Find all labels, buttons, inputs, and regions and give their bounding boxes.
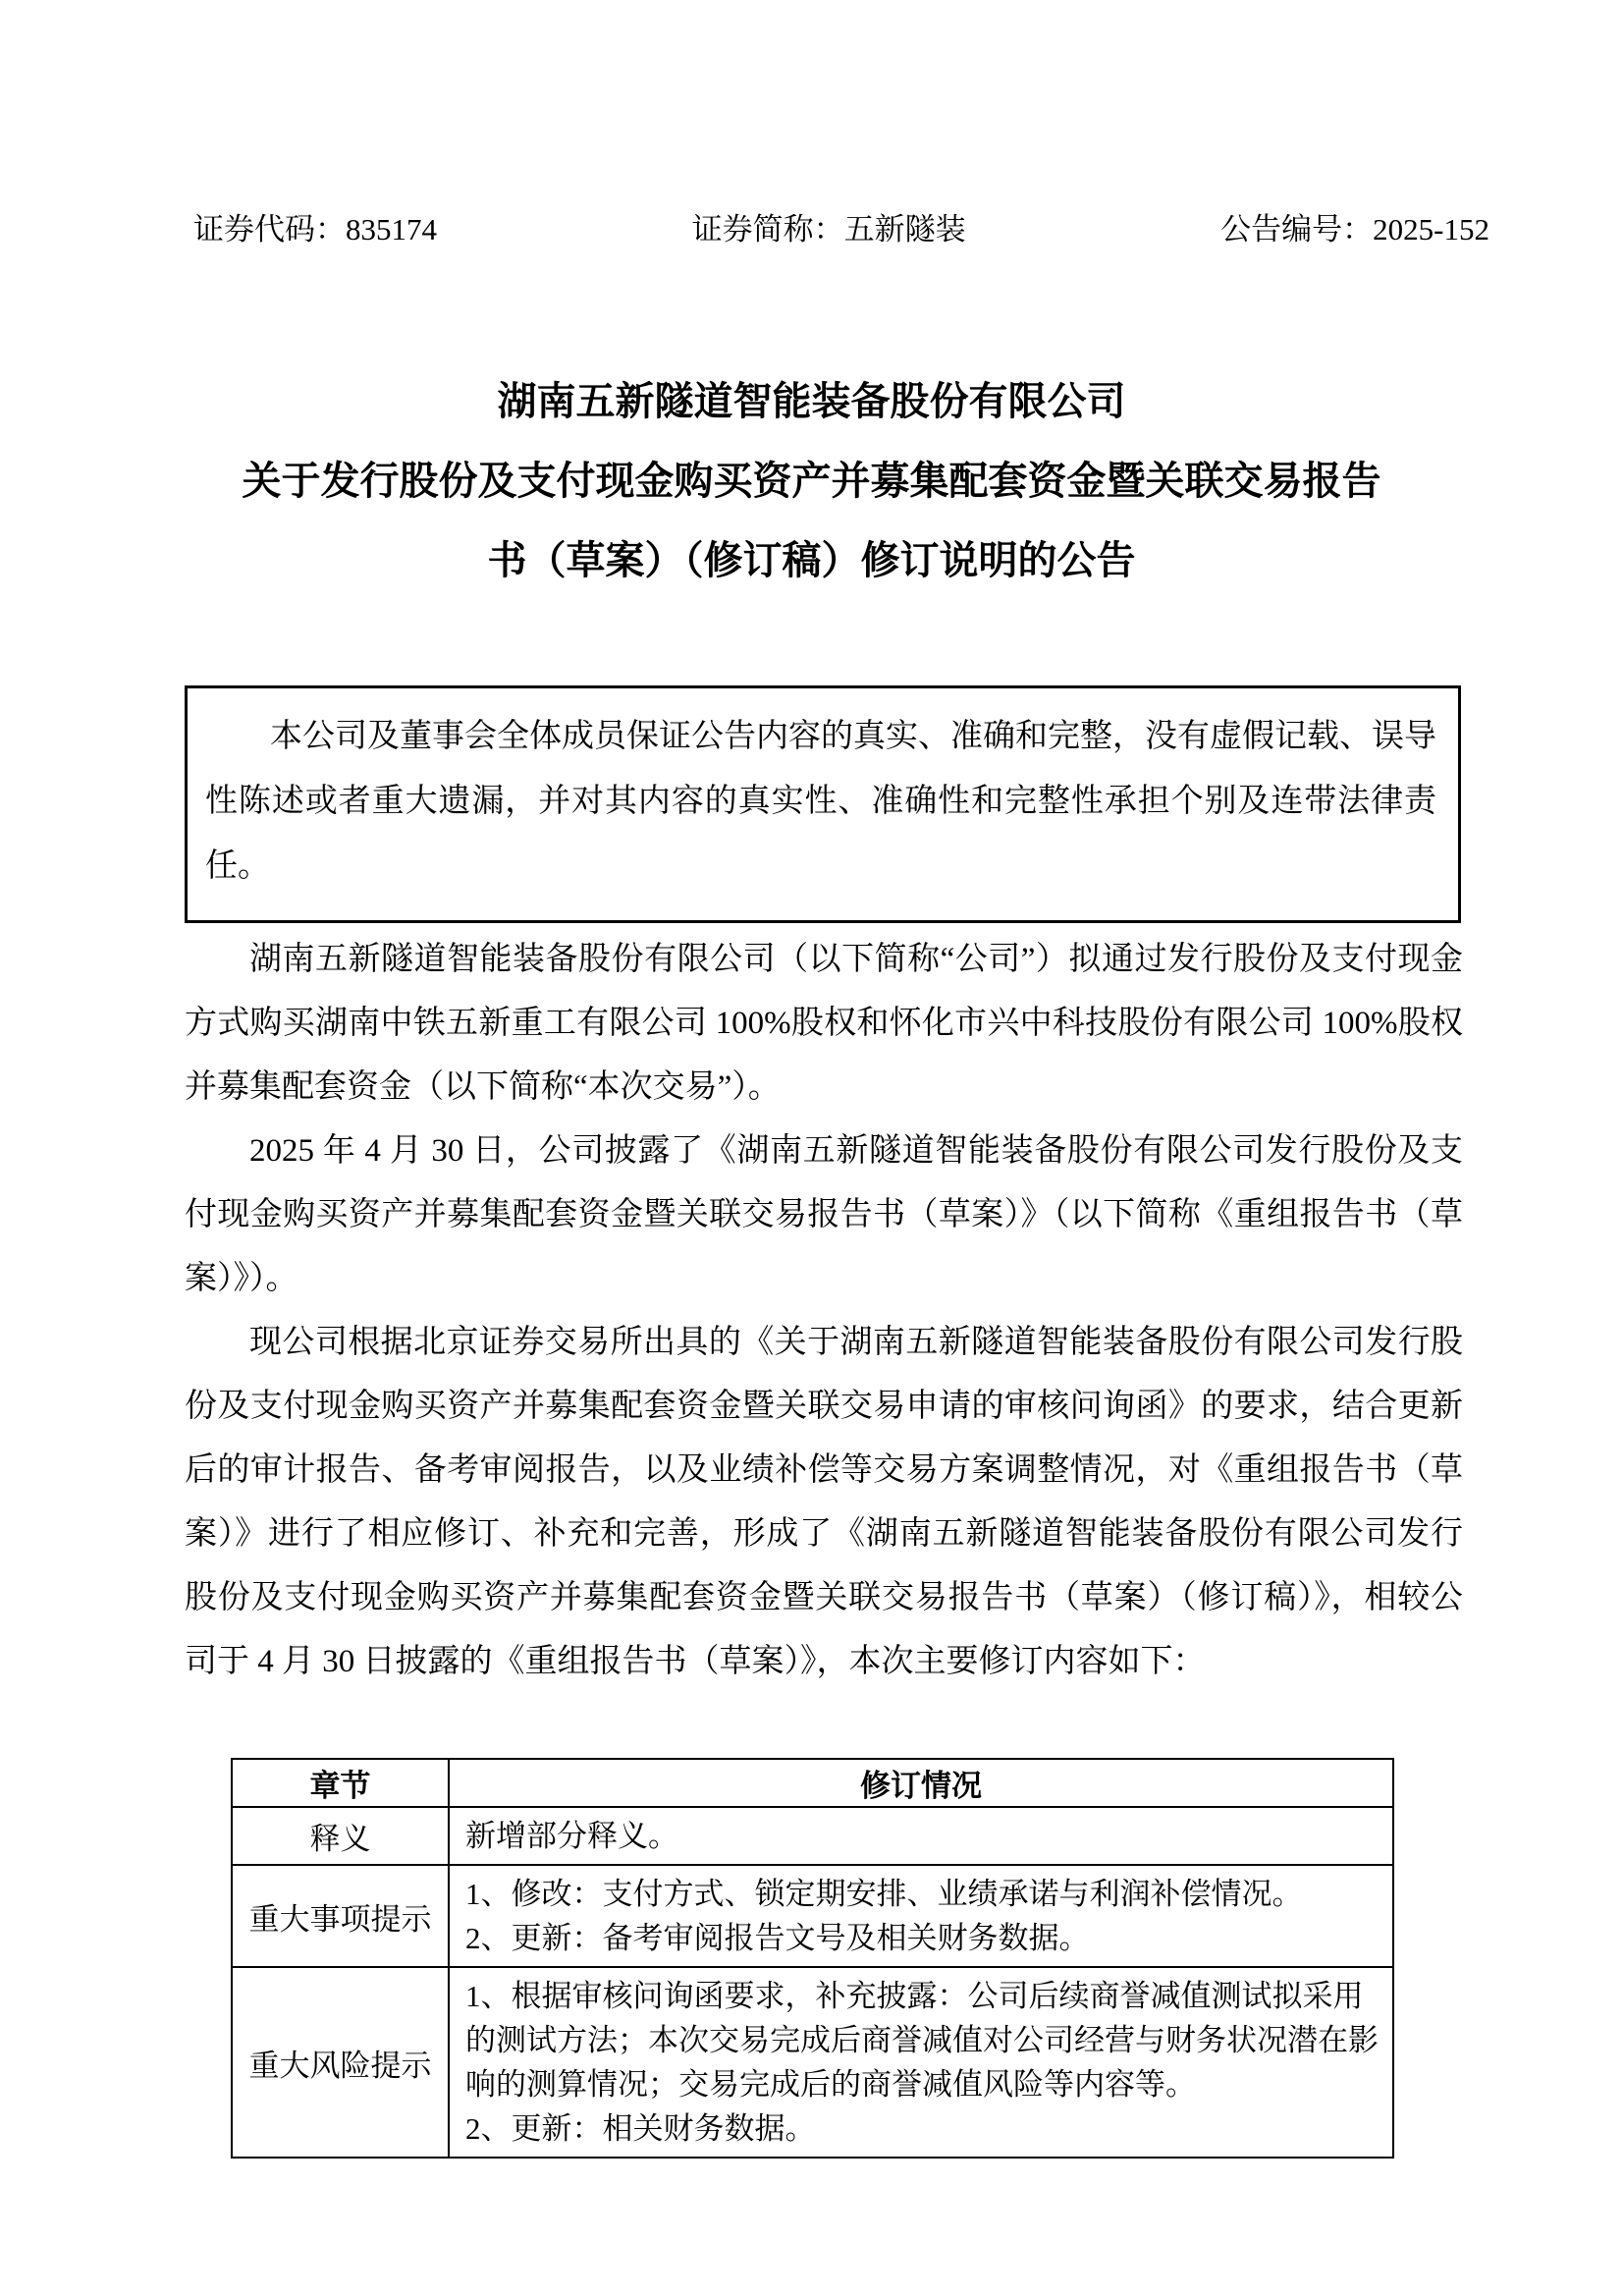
revision-item: 1、修改：支付方式、锁定期安排、业绩承诺与利润补偿情况。 [465, 1877, 1303, 1911]
title-line-3: 书（草案）（修订稿）修订说明的公告 [487, 538, 1136, 582]
revision-table-header-row [232, 1759, 1393, 1807]
revision-item: 新增部分释义。 [465, 1819, 678, 1853]
revision-item: 2、更新：相关财务数据。 [465, 2111, 816, 2146]
revision-cell [449, 1967, 1393, 2158]
table-row [232, 1807, 1393, 1865]
body-paragraph: 现公司根据北京证券交易所出具的《关于湖南五新隧道智能装备股份有限公司发行股份及支付现金购买资产并募集配套资金暨关联交易申请的审核问询函》的要求，结合更新后的审计报告、备考审阅报告，以及业绩补偿等交易方案调整情况，对《重组报告书（草案）》进行了相应修订、补充和完善，形成了《湖南五新隧道智能装备股份有限公司发行股份及支付现金购买资产并募集配套资金暨关联交易报告书（草案）（修订稿）》，相较公司于 4 月 30 日披露的《重组报告书（草案）》，本次主要修订内容如下： [185, 1325, 1463, 1679]
table-row [232, 1967, 1393, 2158]
body-paragraph: 2025 年 4 月 30 日，公司披露了《湖南五新隧道智能装备股份有限公司发行股份及支付现金购买资产并募集配套资金暨关联交易报告书（草案）》（以下简称《重组报告书（草案）》）。 [185, 1133, 1463, 1296]
title-line-1: 湖南五新隧道智能装备股份有限公司 [497, 379, 1126, 423]
document-body [185, 928, 1463, 1694]
revision-item: 1、根据审核问询函要求，补充披露：公司后续商誉减值测试拟采用的测试方法；本次交易完成后商誉减值对公司经营与财务状况潜在影响的测算情况；交易完成后的商誉减值风险等内容等。 [465, 1979, 1379, 2102]
section-cell: 释义 [232, 1807, 449, 1865]
revision-cell [449, 1807, 1393, 1865]
document-title [0, 361, 1623, 600]
revision-cell [449, 1865, 1393, 1967]
revision-item: 2、更新：备考审阅报告文号及相关财务数据。 [465, 1921, 1090, 1955]
announcement-number-label: 公告编号：2025-152 [1220, 212, 1489, 246]
section-cell: 重大事项提示 [232, 1865, 449, 1967]
stock-code-label: 证券代码：835174 [193, 212, 437, 246]
stock-short-name-label: 证券简称：五新隧装 [691, 212, 966, 246]
revision-table [231, 1758, 1394, 2159]
title-line-2: 关于发行股份及支付现金购买资产并募集配套资金暨关联交易报告 [242, 459, 1381, 503]
table-row [232, 1865, 1393, 1967]
section-cell: 重大风险提示 [232, 1967, 449, 2158]
column-header-revision: 修订情况 [449, 1759, 1393, 1807]
document-info-line [193, 204, 1489, 248]
body-paragraph: 湖南五新隧道智能装备股份有限公司（以下简称“公司”）拟通过发行股份及支付现金方式购买湖南中铁五新重工有限公司 100%股权和怀化市兴中科技股份有限公司 100%股权并募集配套资金（以下简称“本次交易”）。 [185, 942, 1463, 1105]
column-header-section: 章节 [232, 1759, 449, 1807]
disclaimer-box: 本公司及董事会全体成员保证公告内容的真实、准确和完整，没有虚假记载、误导性陈述或者重大遗漏，并对其内容的真实性、准确性和完整性承担个别及连带法律责任。 [185, 685, 1461, 923]
